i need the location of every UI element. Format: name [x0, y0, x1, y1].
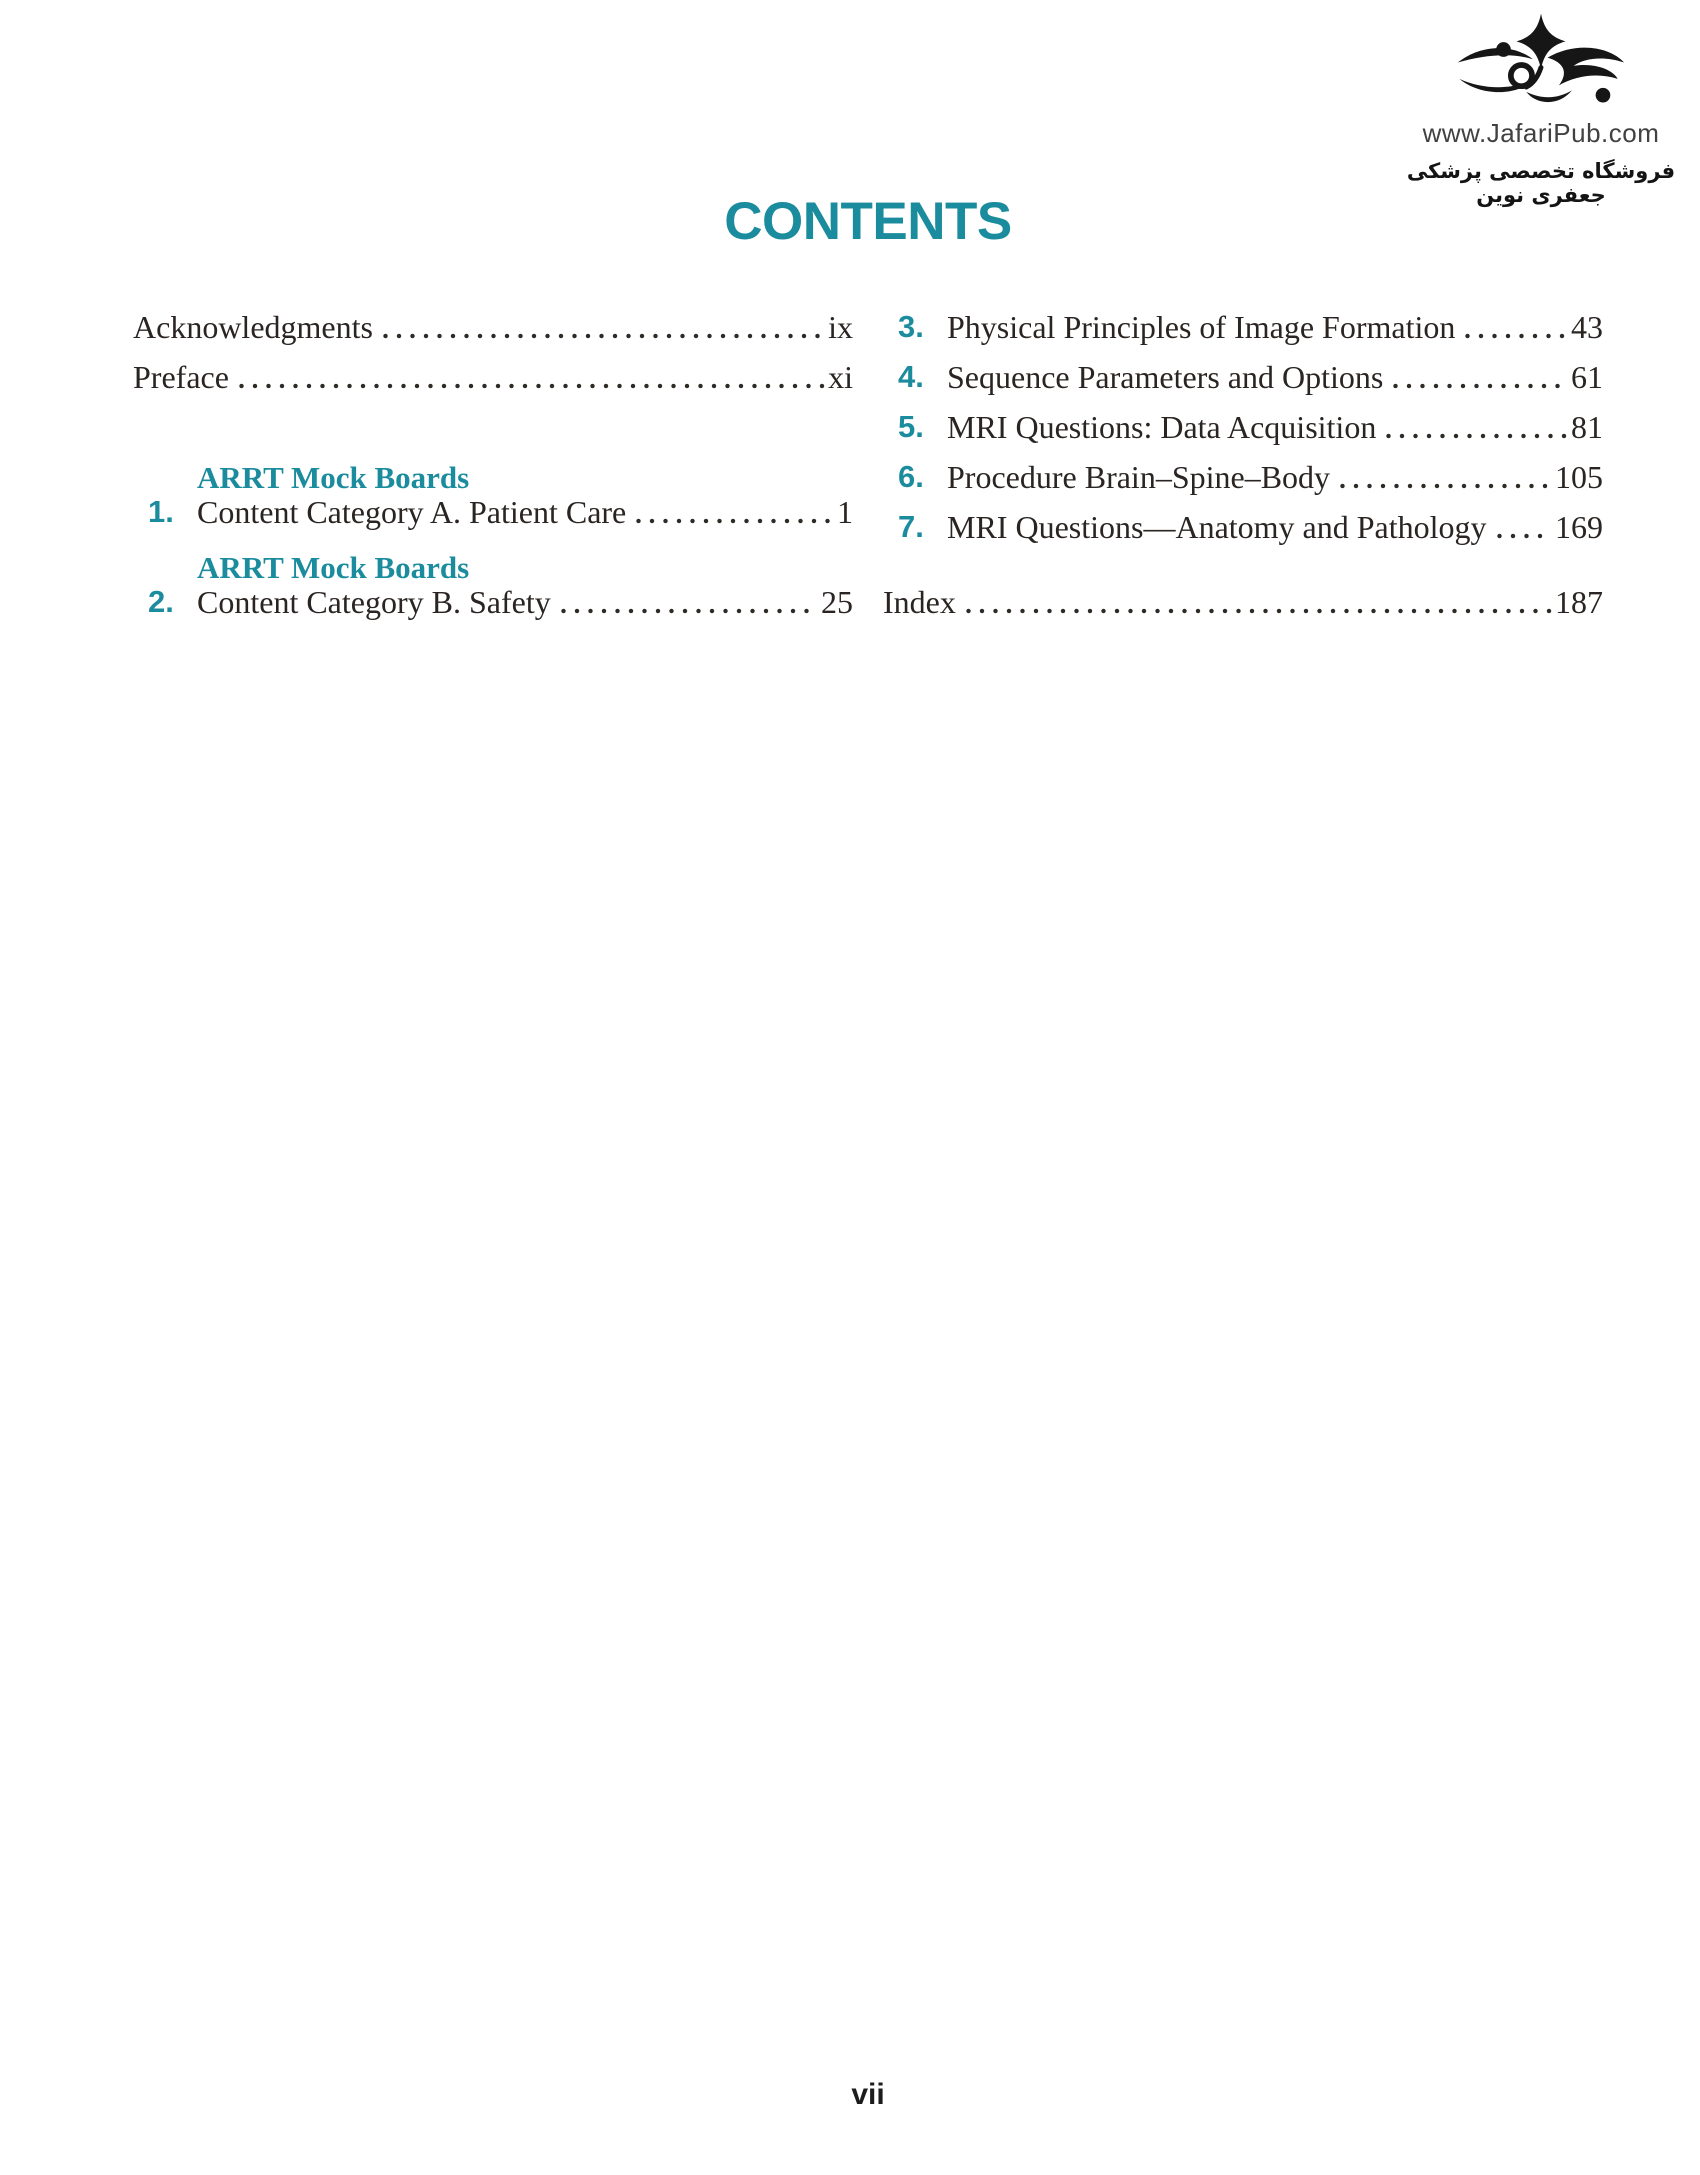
- toc-right-column: [883, 0, 1603, 720]
- entry-page: 187: [1555, 584, 1603, 620]
- publisher-url: www.JafariPub.com: [1422, 118, 1660, 148]
- chapter-number: 5.: [898, 409, 924, 444]
- chapter-number: 4.: [898, 359, 924, 394]
- entry-label: MRI Questions: Data Acquisition: [947, 409, 1377, 445]
- toc-entry-preface: [133, 357, 853, 397]
- entry-label: Procedure Brain–Spine–Body: [947, 459, 1331, 495]
- chapter-number: 1.: [148, 494, 174, 529]
- dot-leader: [966, 608, 1553, 614]
- table-of-contents: [133, 0, 1603, 720]
- toc-entry-chapter-3: [883, 307, 1603, 347]
- toc-entry-acknowledgments: [133, 307, 853, 347]
- dot-leader: [1393, 383, 1567, 389]
- toc-entry-chapter-6: [883, 457, 1603, 497]
- toc-entry-index: [883, 582, 1603, 622]
- chapter-number: 6.: [898, 459, 924, 494]
- entry-label: Acknowledgments: [133, 309, 373, 345]
- toc-left-column: [133, 0, 853, 720]
- chapter-kicker: ARRT Mock Boards: [197, 550, 470, 585]
- dot-leader: [239, 383, 826, 389]
- chapter-number: 3.: [898, 309, 924, 344]
- publisher-tagline: فروشگاه تخصصی پزشکی جعفری نوین: [1406, 159, 1676, 207]
- entry-label: MRI Questions—Anatomy and Pathology: [947, 509, 1487, 545]
- dot-leader: [636, 518, 833, 524]
- entry-page: 25: [821, 584, 853, 620]
- toc-entry-chapter-1: [133, 492, 853, 532]
- entry-page: xi: [828, 359, 853, 395]
- entry-label: Index: [883, 584, 956, 620]
- chapter-kicker: ARRT Mock Boards: [197, 460, 470, 495]
- toc-entry-chapter-2: [133, 582, 853, 622]
- dot-leader: [1465, 333, 1567, 339]
- entry-page: 43: [1571, 309, 1603, 345]
- entry-label: Sequence Parameters and Options: [947, 359, 1384, 395]
- dot-leader: [383, 333, 826, 339]
- page-title: CONTENTS: [724, 192, 1012, 251]
- entry-label: Physical Principles of Image Formation: [947, 309, 1456, 345]
- dot-leader: [1497, 533, 1551, 539]
- entry-label: Content Category B. Safety: [197, 584, 551, 620]
- entry-label: Content Category A. Patient Care: [197, 494, 627, 530]
- dot-leader: [1386, 433, 1567, 439]
- entry-label: Preface: [133, 359, 229, 395]
- toc-entry-chapter-4: [883, 357, 1603, 397]
- toc-entry-chapter-7: [883, 507, 1603, 547]
- entry-page: ix: [828, 309, 853, 345]
- dot-leader: [1340, 483, 1551, 489]
- entry-page: 81: [1571, 409, 1603, 445]
- chapter-number: 2.: [148, 584, 174, 619]
- entry-page: 169: [1555, 509, 1603, 545]
- toc-entry-chapter-5: [883, 407, 1603, 447]
- chapter-number: 7.: [898, 509, 924, 544]
- entry-page: 105: [1555, 459, 1603, 495]
- page-number: vii: [851, 2078, 885, 2111]
- entry-page: 1: [837, 494, 853, 530]
- entry-page: 61: [1571, 359, 1603, 395]
- dot-leader: [561, 608, 817, 614]
